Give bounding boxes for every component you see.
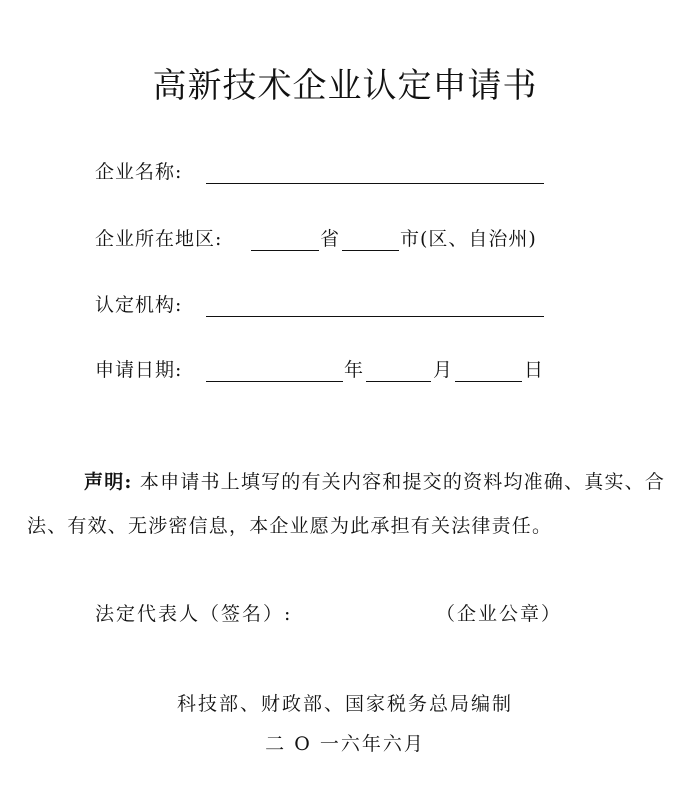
city-unit: 市(区、自治州) xyxy=(400,228,537,250)
publication-date: 二 O 一六年六月 xyxy=(265,733,425,755)
compiler-line: 科技部、财政部、国家税务总局编制 xyxy=(176,693,513,715)
year-input-line[interactable] xyxy=(206,381,343,382)
city-input-line[interactable] xyxy=(342,250,399,251)
authority-input-line[interactable] xyxy=(206,316,544,317)
day-unit: 日 xyxy=(524,359,545,381)
declaration-label: 声明: xyxy=(84,471,133,493)
representative-signature-label: 法定代表人（签名）: xyxy=(95,603,293,625)
day-input-line[interactable] xyxy=(455,381,522,382)
year-unit: 年 xyxy=(344,359,365,381)
company-seal-label: （企业公章） xyxy=(436,603,563,625)
region-label: 企业所在地区: xyxy=(95,228,223,250)
province-unit: 省 xyxy=(320,228,341,250)
month-unit: 月 xyxy=(433,359,454,381)
month-input-line[interactable] xyxy=(366,381,431,382)
document-title: 高新技术企业认定申请书 xyxy=(152,66,538,106)
declaration-text: 本申请书上填写的有关内容和提交的资料均准确、真实、合法、有效、无涉密信息，本企业愿为此承担有关法律责任。 xyxy=(27,471,666,537)
company-name-input-line[interactable] xyxy=(206,183,544,184)
authority-label: 认定机构: xyxy=(95,294,183,316)
declaration-paragraph xyxy=(27,460,667,548)
company-name-label: 企业名称: xyxy=(95,161,183,183)
date-label: 申请日期: xyxy=(95,359,183,381)
province-input-line[interactable] xyxy=(251,250,319,251)
